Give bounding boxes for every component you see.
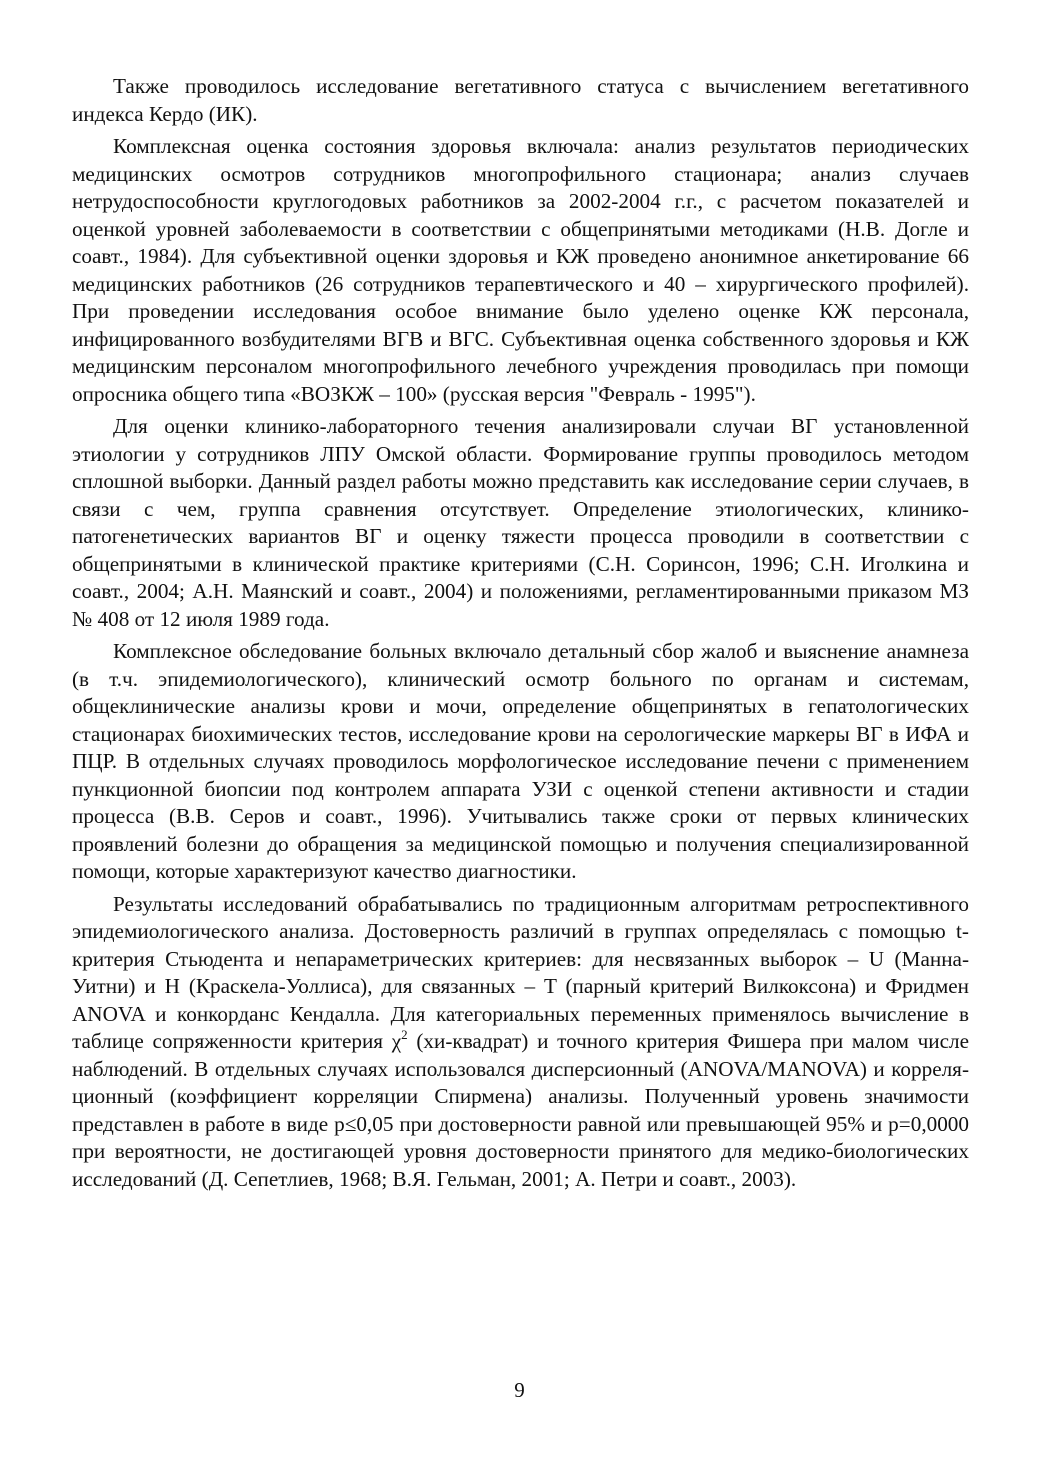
body-text bbox=[72, 73, 969, 1198]
statistics-text-part-2: (хи-квадрат) и точного критерия Фишера при малом числе наблюдений. В отдельных случаях использовался дисперсионный (ANOVA/MANOVA) и корреляционный (коэффициент корреляции Спирмена) анализы. Полученный уровень значимости представлен в работе в виде p≤0,05 при достоверности равной или превышающей 95% и p=0,0000 при вероятности, не достигающей уровня достоверности принятого для медико-биологических исследований (Д. Сепетлиев, 1968; В.Я. Гельман, 2001; А. Петри и соавт., 2003). bbox=[72, 1029, 970, 1191]
paragraph-patient-examination: Комплексное обследование больных включало детальный сбор жалоб и выяснение анамнеза (в т.ч. эпидемиологического), клинический осмотр больного по органам и системам, общеклинические анализы крови и мочи, определение общепринятых в гепатологических стационарах биохимических тестов, исследование крови на серологические маркеры ВГ в ИФА и ПЦР. В отдельных случаях проводилось морфологическое исследование печени с применением пункционной биопсии под контролем аппарата УЗИ с оценкой степени активности и стадии процесса (В.В. Серов и соавт., 1996). Учитывались также сроки от первых клинических проявлений болезни до обращения за медицинской помощью и получения специализированной помощи, которые характеризуют качество диагностики. bbox=[72, 639, 969, 883]
statistics-text-part-1: Результаты исследований обрабатывались по традиционным алгоритмам ретроспективного эпидемиологического анализа. Достоверность различий в группах определялась с помощью t-критерия Стьюдента и непараметрических критериев: для несвязанных выборок – U (Манна-Уитни) и H (Краскела-Уоллиса), для связанных – T (парный критерий Вилкоксона) и Фридмен ANOVA и конкорданс Кендалла. Для категориальных переменных применялось вычисление в таблице сопряженности критерия bbox=[72, 891, 969, 1053]
paragraph-health-assessment: Комплексная оценка состояния здоровья включала: анализ результатов периодических медицинских осмотров сотрудников многопрофильного стационара; анализ случаев нетрудоспособности круглогодовых работников за 2002-2004 г.г., с расчетом показателей и оценкой уровней заболеваемости в соответствии с общепринятыми методиками (Н.В. Догле и соавт., 1984). Для субъективной оценки здоровья и КЖ проведено анонимное анкетирование 66 медицинских работников (26 сотрудников терапевтического и 40 – хирургического профилей). При проведении исследования особое внимание было уделено оценке КЖ персонала, инфицированного возбудителями ВГВ и ВГС. Субъективная оценка собственного здоровья и КЖ медицинским персоналом многопрофильного лечебного учреждения проводилась при помощи опросника общего типа «ВОЗКЖ – 100» (русская версия "Февраль - 1995"). bbox=[72, 134, 969, 406]
paragraph-statistical-analysis bbox=[72, 891, 969, 1194]
paragraph-clinical-course: Для оценки клинико-лабораторного течения анализировали случаи ВГ установленной этиологии у сотрудников ЛПУ Омской области. Формирование группы проводилось методом сплошной выборки. Данный раздел работы можно представить как исследование серии случаев, в связи с чем, группа сравнения отсутствует. Определение этиологических, клинико-патогенетических вариантов ВГ и оценку тяжести процесса проводили в соответствии с общепринятыми в клинической практике критериями (С.Н. Соринсон, 1996; С.Н. Иголкина и соавт., 2004; А.Н. Маянский и соавт., 2004) и положениями, регламентированными приказом МЗ № 408 от 12 июля 1989 года. bbox=[72, 414, 969, 631]
chi-superscript: 2 bbox=[401, 1027, 408, 1042]
paragraph-kerdo-index: Также проводилось исследование вегетативного статуса с вычислением вегетативного индекса Кердо (ИК). bbox=[72, 74, 969, 126]
page-number: 9 bbox=[514, 1378, 525, 1402]
chi-symbol: χ bbox=[391, 1029, 402, 1053]
